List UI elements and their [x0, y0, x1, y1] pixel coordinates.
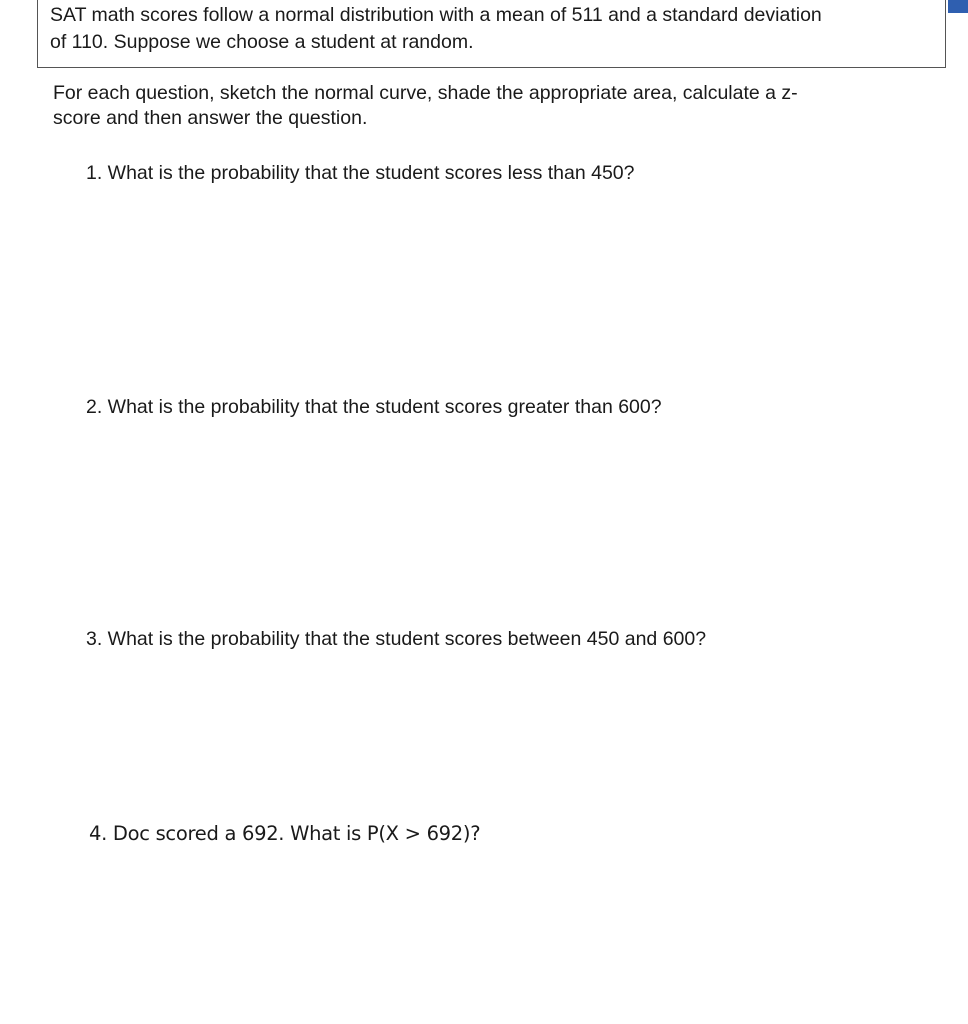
- question-3: 3. What is the probability that the student scores between 450 and 600?: [86, 628, 707, 650]
- question-4: 4. Doc scored a 692. What is P(X > 692)?: [89, 822, 481, 845]
- problem-statement-line-2: of 110. Suppose we choose a student at random.: [50, 31, 474, 53]
- instructions-line-1: For each question, sketch the normal curve, shade the appropriate area, calculate a z-: [53, 82, 798, 104]
- corner-edge-mark: [948, 0, 968, 13]
- instructions-line-2: score and then answer the question.: [53, 107, 368, 129]
- question-2: 2. What is the probability that the student scores greater than 600?: [86, 396, 662, 418]
- instructions: [53, 81, 933, 131]
- question-1: 1. What is the probability that the student scores less than 450?: [86, 162, 635, 184]
- problem-statement-line-1: SAT math scores follow a normal distribution with a mean of 511 and a standard deviation: [50, 4, 822, 26]
- problem-statement-box: [37, 0, 946, 68]
